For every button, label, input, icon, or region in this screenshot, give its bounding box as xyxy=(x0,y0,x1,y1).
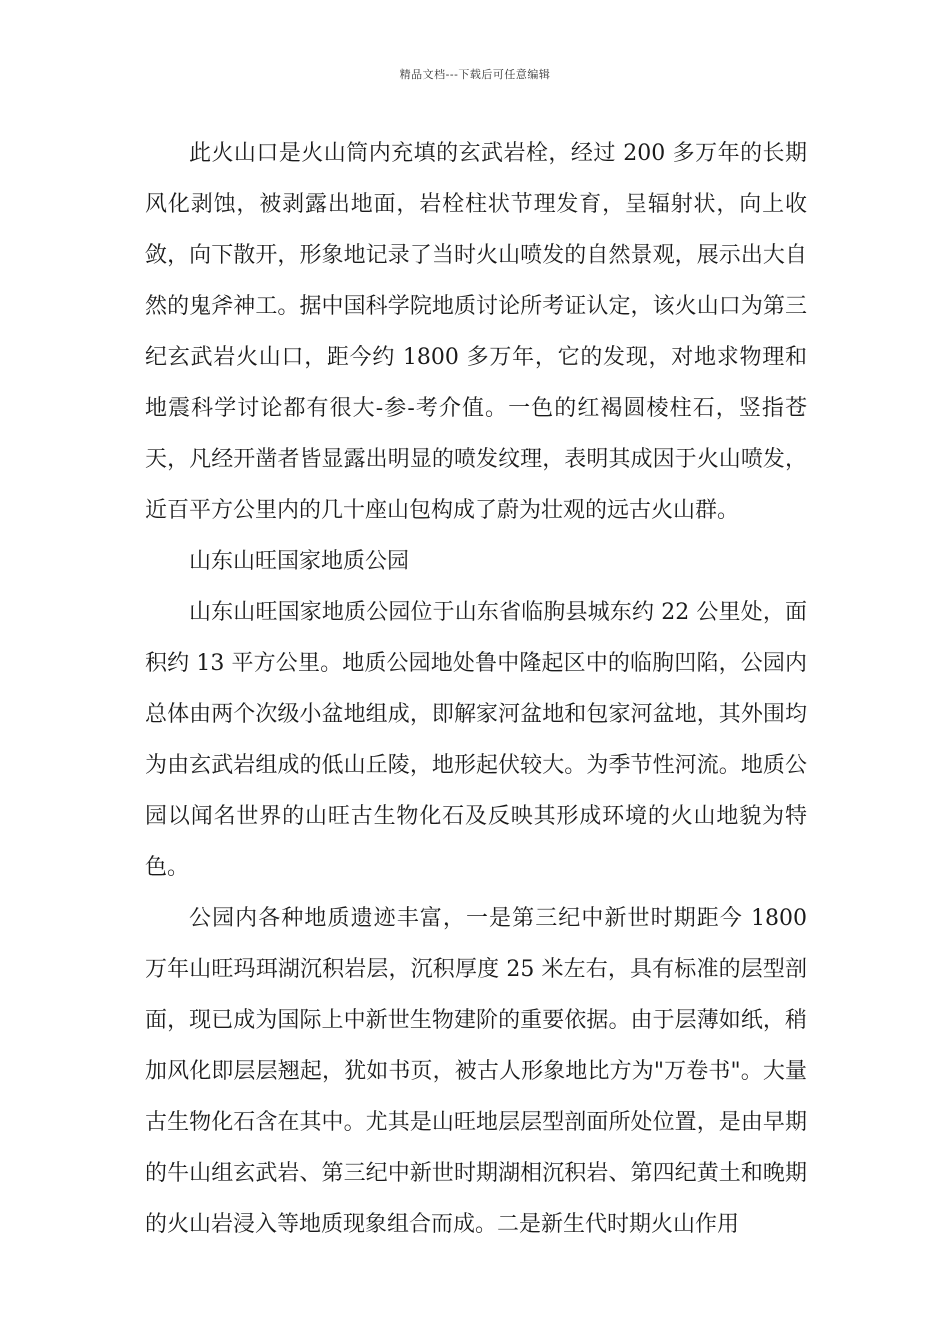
document-body xyxy=(145,128,807,1250)
page-header: 精品文档---下载后可任意编辑 xyxy=(399,68,551,81)
section-heading-shanwang-geopark: 山东山旺国家地质公园 xyxy=(189,549,410,574)
paragraph-geopark-location: 山东山旺国家地质公园位于山东省临朐县城东约 22 公里处，面积约 13 平方公里。地质公园地处鲁中隆起区中的临朐凹陷，公园内总体由两个次级小盆地组成，即解家河盆地和包家河盆地，其外围均为由玄武岩组成的低山丘陵，地形起伏较大。为季节性河流。地质公园以闻名世界的山旺古生物化石及反映其形成环境的火山地貌为特色。 xyxy=(145,600,807,880)
paragraph-volcanic-crater: 此火山口是火山筒内充填的玄武岩栓，经过 200 多万年的长期风化剥蚀，被剥露出地面，岩栓柱状节理发育，呈辐射状，向上收敛，向下散开，形象地记录了当时火山喷发的自然景观，展示出大自然的鬼斧神工。据中国科学院地质讨论所考证认定，该火山口为第三纪玄武岩火山口，距今约 1800 多万年，它的发现，对地求物理和地震科学讨论都有很大-参-考介值。一色的红褐圆棱柱石，竖指苍天，凡经开凿者皆显露出明显的喷发纹理，表明其成因于火山喷发，近百平方公里内的几十座山包构成了蔚为壮观的远古火山群。 xyxy=(145,141,807,523)
paragraph-geological-relics: 公园内各种地质遗迹丰富，一是第三纪中新世时期距今 1800 万年山旺玛珥湖沉积岩层，沉积厚度 25 米左右，具有标准的层型剖面，现已成为国际上中新世生物建阶的重要依据。由于层薄如纸，稍加风化即层层翘起，犹如书页，被古人形象地比方为"万卷书"。大量古生物化石含在其中。尤其是山旺地层层型剖面所处位置，是由早期的牛山组玄武岩、第三纪中新世时期湖相沉积岩、第四纪黄土和晚期的火山岩浸入等地质现象组合而成。二是新生代时期火山作用 xyxy=(145,906,807,1237)
